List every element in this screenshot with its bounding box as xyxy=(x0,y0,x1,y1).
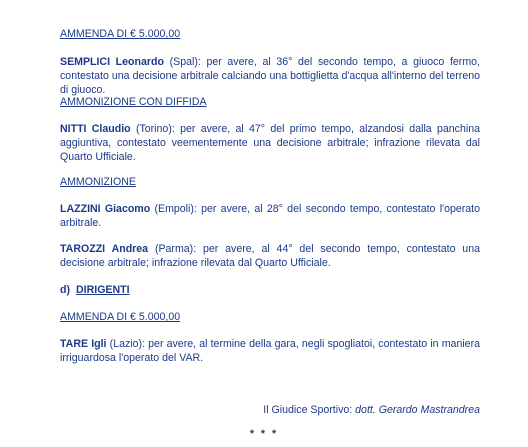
entry-text: : per avere, al 47° del primo tempo, alzandosi dalla panchina aggiuntiva, contestato veementemente una decisione arbitrale; infrazione rilevata dal Quarto Ufficiale. xyxy=(60,123,480,163)
entry-text: : per avere, al 28° del secondo tempo, contestato l'operato arbitrale. xyxy=(60,203,480,229)
entry-semplici xyxy=(60,55,480,97)
entry-team: (Empoli) xyxy=(154,203,194,215)
entry-nitti xyxy=(60,122,480,164)
entry-team: (Spal) xyxy=(169,56,198,68)
end-marks: * * * xyxy=(249,428,279,440)
entry-name: NITTI Claudio xyxy=(60,123,131,135)
entry-name: TARE Igli xyxy=(60,338,107,350)
entry-team: (Lazio) xyxy=(109,338,143,350)
heading-ammenda-1: AMMENDA DI € 5.000,00 xyxy=(60,28,181,40)
entry-lazzini xyxy=(60,202,480,230)
signature xyxy=(263,403,480,417)
entry-tarozzi xyxy=(60,242,480,270)
section-title: DIRIGENTI xyxy=(76,284,130,296)
entry-text: : per avere, al 36° del secondo tempo, a giuoco fermo, contestato una decisione arbitrale calciando una bottiglietta d'acqua all'interno del terreno di giuoco. xyxy=(60,56,480,96)
entry-text: : per avere, al 44° del secondo tempo, contestato una decisione arbitrale; infrazione rilevata dal Quarto Ufficiale. xyxy=(60,243,480,269)
section-letter: d) xyxy=(60,284,70,296)
entry-team: (Parma) xyxy=(154,243,194,255)
section-dirigenti xyxy=(60,283,130,297)
entry-name: SEMPLICI Leonardo xyxy=(60,56,164,68)
heading-ammenda-2: AMMENDA DI € 5.000,00 xyxy=(60,311,181,323)
entry-name: LAZZINI Giacomo xyxy=(60,203,151,215)
heading-ammonizione: AMMONIZIONE xyxy=(60,176,136,188)
heading-ammonizione-diffida: AMMONIZIONE CON DIFFIDA xyxy=(60,96,207,108)
entry-tare xyxy=(60,337,480,365)
signature-name: dott. Gerardo Mastrandrea xyxy=(355,404,480,416)
signature-prefix: Il Giudice Sportivo: xyxy=(263,404,356,416)
entry-text: : per avere, al termine della gara, negli spogliatoi, contestato in maniera irriguardosa l'operato del VAR. xyxy=(60,338,480,364)
entry-team: (Torino) xyxy=(135,123,172,135)
entry-name: TAROZZI Andrea xyxy=(60,243,149,255)
